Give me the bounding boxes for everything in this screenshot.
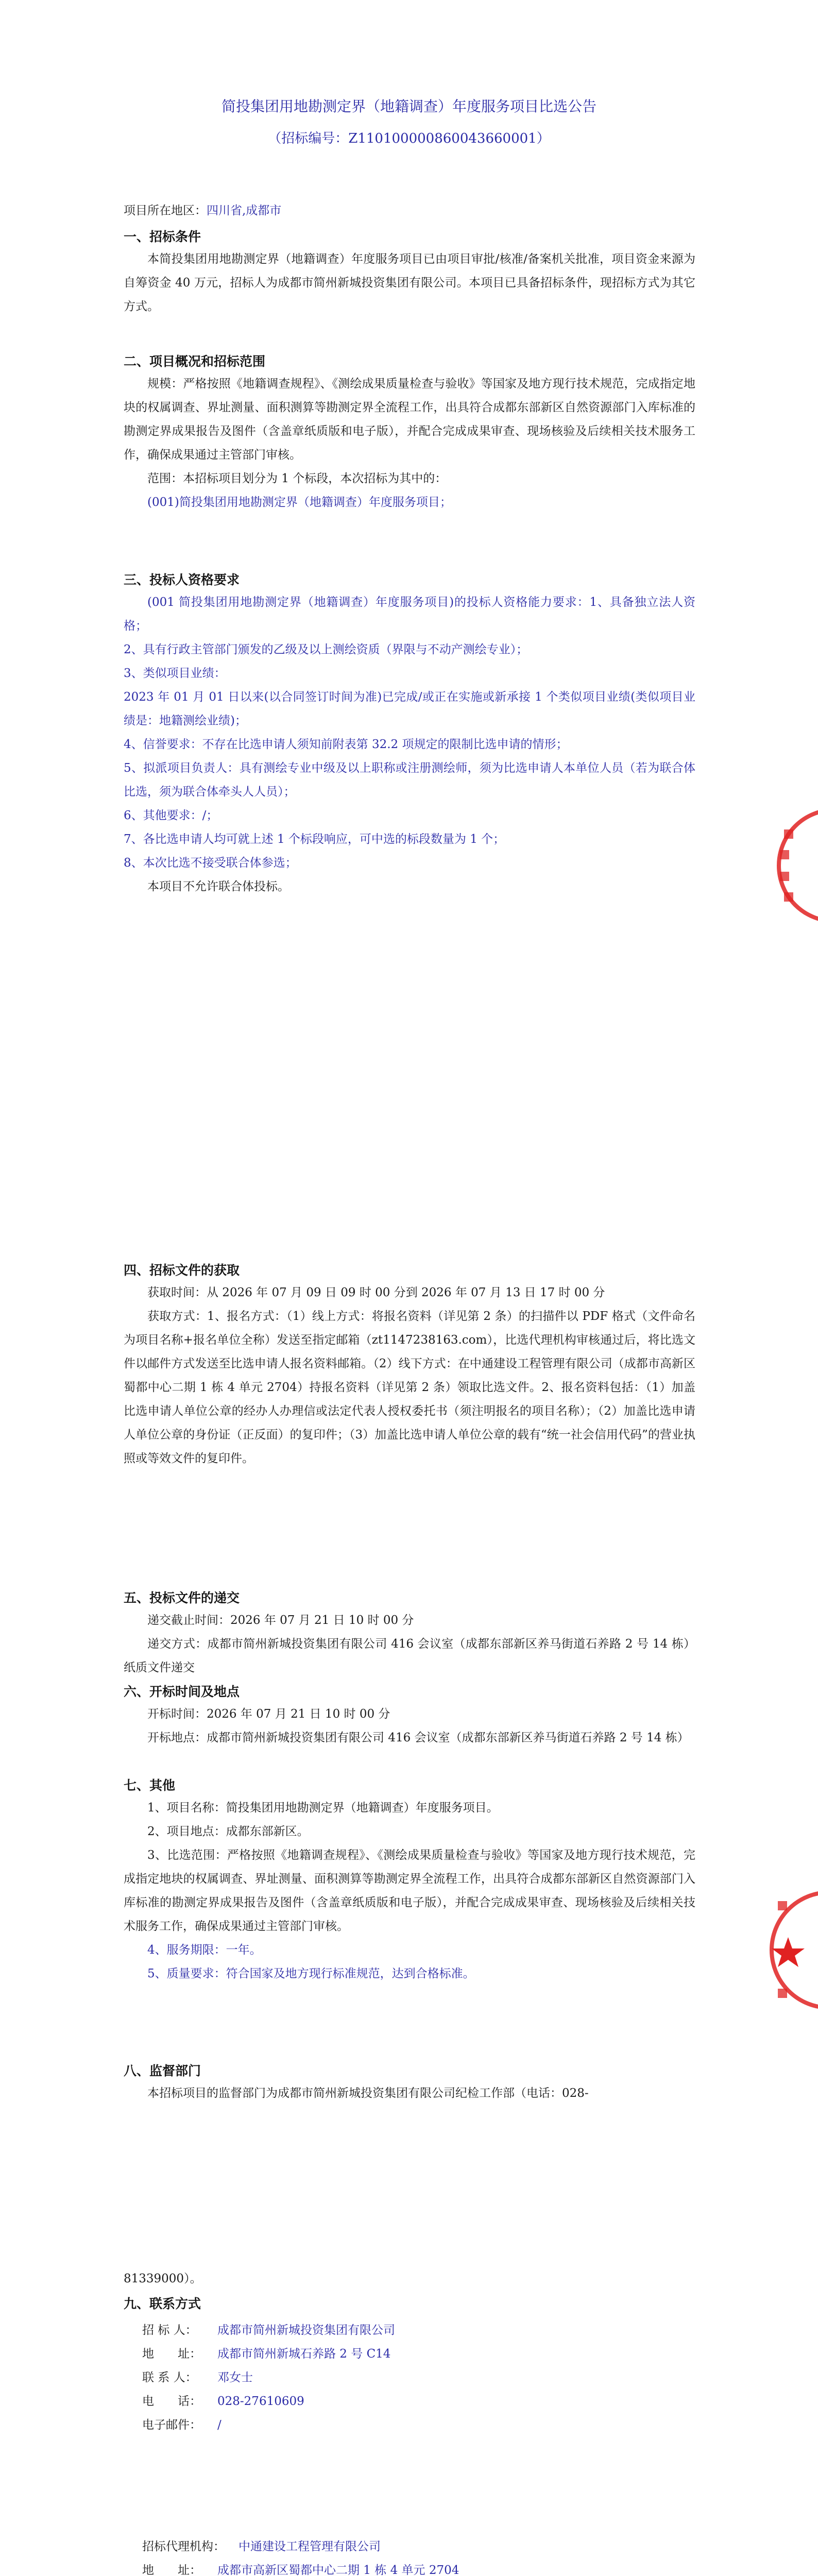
section-3-consortium: 本项目不允许联合体投标。: [147, 880, 289, 893]
section-4-method: 获取方式：1、报名方式：（1）线上方式：将报名资料（详见第 2 条）的扫描件以 PDF 格式（文件命名为项目名称+报名单位全称）发送至指定邮箱（zt1147238163.com），比选代理机构审核通过后，将比选文件以邮件方式发送至比选申请人报名资料邮箱。（2）线下方式：在中通建设工程管理有限公司（成都市高新区蜀都中心二期 1 栋 4 单元 2704）持报名资料（详见第 2 条）领取比选文件。2、报名资料包括：（1）加盖比选申请人单位公章的经办人办理信或法定代表人授权委托书（须注明报名的项目名称）；（2）加盖比选申请人单位公章的身份证（正反面）的复印件；（3）加盖比选申请人单位公章的载有“统一社会信用代码”的营业执照或等效文件的复印件。: [124, 1310, 695, 1465]
document-title: 简投集团用地勘测定界（地籍调查）年度服务项目比选公告: [221, 98, 597, 115]
section-3-item-7: 7、各比选申请人均可就上述 1 个标段响应，可中选的标段数量为 1 个；: [124, 833, 505, 846]
section-7-item-1: 1、项目名称：简投集团用地勘测定界（地籍调查）年度服务项目。: [147, 1801, 499, 1815]
section-7-item-5: 5、质量要求：符合国家及地方现行标准规范，达到合格标准。: [147, 1967, 475, 1980]
section-7-heading: 七、其他: [124, 1778, 176, 1793]
agent-contact-block: [124, 2535, 695, 2576]
tender-code: （招标编号：Z110100000860043660001）: [268, 131, 550, 146]
owner-address: 地 址： 成都市简州新城石养路 2 号 C14: [142, 2347, 391, 2361]
section-1-para: 本简投集团用地勘测定界（地籍调查）年度服务项目已由项目审批/核准/备案机关批准，项目资金来源为自筹资金 40 万元，招标人为成都市简州新城投资集团有限公司。本项目已具备招标条件，现招标方式为其它方式。: [124, 252, 695, 313]
section-2-heading: 二、项目概况和招标范围: [124, 354, 266, 369]
section-9-heading: 九、联系方式: [124, 2296, 201, 2311]
section-6-place: 开标地点：成都市简州新城投资集团有限公司 416 会议室（成都东部新区养马街道石养路 2 号 14 栋）: [147, 1731, 689, 1744]
section-8-heading: 八、监督部门: [124, 2063, 201, 2078]
section-3-item-3-detail: 2023 年 01 月 01 日以来(以合同签订时间为准)已完成/或正在实施或新承接 1 个类似项目业绩(类似项目业绩是：地籍测绘业绩)；: [124, 690, 695, 727]
section-5-method: 递交方式：成都市简州新城投资集团有限公司 416 会议室（成都东部新区养马街道石养路 2 号 14 栋）纸质文件递交: [124, 1637, 695, 1674]
section-7-item-3: 3、比选范围：严格按照《地籍调查规程》、《测绘成果质量检查与验收》等国家及地方现行技术规范，完成指定地块的权属调查、界址测量、面积测算等勘测定界全流程工作，出具符合成都东部新区自然资源部门入库标准的勘测定界成果报告及图件（含盖章纸质版和电子版），并配合完成成果审查、现场核验及后续相关技术服务工作，确保成果通过主管部门审核。: [124, 1849, 695, 1933]
owner-name: 招 标 人： 成都市简州新城投资集团有限公司: [142, 2324, 395, 2337]
section-2-lot: (001)简投集团用地勘测定界（地籍调查）年度服务项目；: [147, 496, 452, 509]
section-3-item-3: 3、类似项目业绩：: [124, 667, 226, 680]
section-5-deadline: 递交截止时间：2026 年 07 月 21 日 10 时 00 分: [147, 1614, 414, 1627]
section-1-heading: 一、招标条件: [124, 229, 201, 244]
section-7-item-4: 4、服务期限：一年。: [147, 1943, 262, 1957]
owner-email: 电子邮件： /: [142, 2418, 221, 2432]
project-location: 项目所在地区：四川省,成都市: [124, 204, 282, 217]
section-3-item-5: 5、拟派项目负责人：具有测绘专业中级及以上职称或注册测绘师，须为比选申请人本单位人员（若为联合体比选，须为联合体牵头人人员）；: [124, 761, 695, 799]
section-3-item-4: 4、信誉要求：不存在比选申请人须知前附表第 32.2 项规定的限制比选申请的情形；: [124, 738, 568, 751]
agent-address: 地 址： 成都市高新区蜀都中心二期 1 栋 4 单元 2704: [142, 2564, 459, 2576]
owner-phone: 电 话： 028-27610609: [142, 2395, 304, 2408]
section-3-item-8: 8、本次比选不接受联合体参选；: [124, 856, 297, 870]
section-6-heading: 六、开标时间及地点: [124, 1684, 240, 1699]
section-7-item-2: 2、项目地点：成都东部新区。: [147, 1825, 309, 1838]
section-4-time: 获取时间：从 2026 年 07 月 09 日 09 时 00 分到 2026 年 07 月 13 日 17 时 00 分: [147, 1286, 605, 1299]
owner-contact: 联 系 人： 邓女士: [142, 2371, 253, 2384]
edge-seal-1-icon: [773, 804, 818, 927]
owner-contact-block: [124, 2318, 695, 2437]
agent-name: 招标代理机构： 中通建设工程管理有限公司: [142, 2540, 381, 2553]
section-2-scale: 规模：严格按照《地籍调查规程》、《测绘成果质量检查与验收》等国家及地方现行技术规范，完成指定地块的权属调查、界址测量、面积测算等勘测定界全流程工作，出具符合成都东部新区自然资源部门入库标准的勘测定界成果报告及图件（含盖章纸质版和电子版），并配合完成成果审查、现场核验及后续相关技术服务工作，确保成果通过主管部门审核。: [124, 377, 695, 462]
section-4-heading: 四、招标文件的获取: [124, 1263, 240, 1278]
section-3-item-1: (001 简投集团用地勘测定界（地籍调查）年度服务项目)的投标人资格能力要求：1、具备独立法人资格；: [124, 596, 695, 633]
section-3-item-6: 6、其他要求：/；: [124, 809, 218, 822]
section-6-time: 开标时间：2026 年 07 月 21 日 10 时 00 分: [147, 1707, 390, 1721]
edge-seal-2-icon: [757, 1886, 818, 2014]
section-2-scope: 范围：本招标项目划分为 1 个标段，本次招标为其中的：: [147, 472, 447, 485]
section-5-heading: 五、投标文件的递交: [124, 1590, 240, 1605]
section-3-heading: 三、投标人资格要求: [124, 572, 240, 587]
section-3-item-2: 2、具有行政主管部门颁发的乙级及以上测绘资质（界限与不动产测绘专业）；: [124, 643, 529, 656]
section-8-para: 本招标项目的监督部门为成都市简州新城投资集团有限公司纪检工作部（电话：028-: [147, 2087, 589, 2100]
section-8-para-cont: 81339000）。: [124, 2272, 202, 2285]
